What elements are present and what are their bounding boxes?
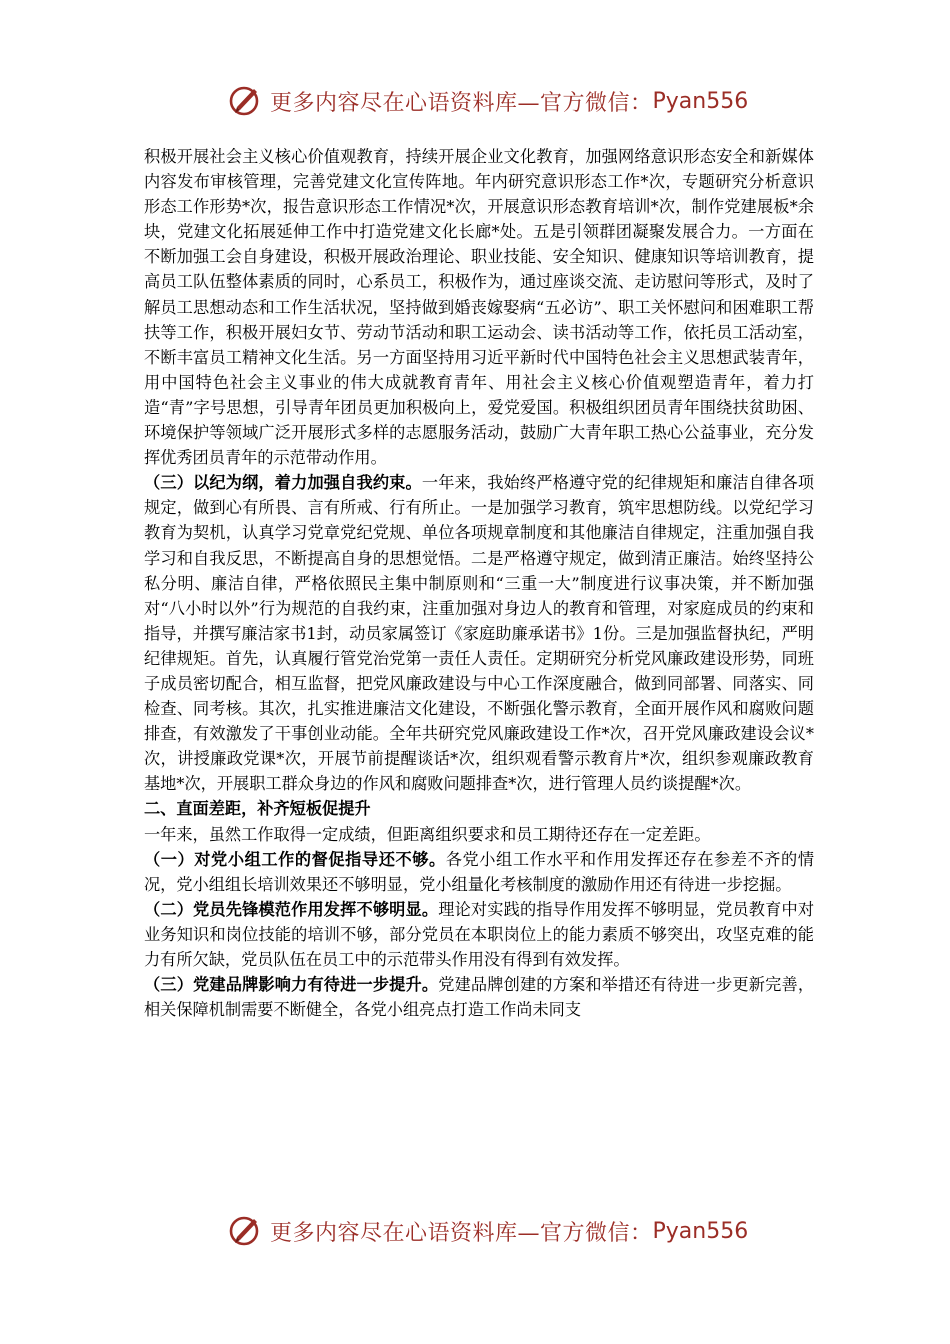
banner-wechat-id: Pyan556	[652, 1218, 749, 1244]
paragraph-text: 各党小组工作水平和作用发挥还存在参差不齐的情况，党小组组长培训效果还不够明显，党小组量化考核制度的激励作用还有待进一步挖掘。	[144, 849, 815, 894]
paragraph	[144, 972, 814, 1022]
banner-wechat-id: Pyan556	[652, 88, 749, 114]
paragraph	[144, 144, 814, 470]
paragraph	[144, 822, 814, 847]
banner-text: 更多内容尽在心语资料库—官方微信：	[270, 1220, 653, 1246]
section-heading	[144, 796, 814, 821]
banner-text: 更多内容尽在心语资料库—官方微信：	[270, 90, 653, 116]
header-banner	[228, 80, 748, 122]
paragraph-text: 一年来，虽然工作取得一定成绩，但距离组织要求和员工期待还存在一定差距。	[144, 824, 711, 844]
paragraph-lead: （一）对党小组工作的督促指导还不够。	[144, 849, 446, 869]
paragraph	[144, 897, 814, 972]
paragraph-lead: （三）党建品牌影响力有待进一步提升。	[144, 975, 439, 995]
paragraph-text: 理论对实践的指导作用发挥不够明显，党员教育中对业务知识和岗位技能的培训不够，部分党员在本职岗位上的能力素质不够突出，攻坚克难的能力有所欠缺，党员队伍在员工中的示范带头作用没有得到有效发挥。	[144, 899, 815, 969]
paragraph	[144, 470, 814, 796]
paragraph-text: 党建品牌创建的方案和举措还有待进一步更新完善，相关保障机制需要不断健全，各党小组亮点打造工作尚未同支	[144, 975, 815, 1020]
paragraph-lead: （三）以纪为纲，着力加强自我约束。	[144, 473, 422, 493]
paragraph-lead: 二、直面差距，补齐短板促提升	[144, 799, 371, 819]
pen-logo-icon	[228, 1213, 264, 1249]
footer-banner	[228, 1210, 748, 1252]
document-body	[144, 144, 814, 1022]
paragraph-text: 积极开展社会主义核心价值观教育，持续开展企业文化教育，加强网络意识形态安全和新媒体内容发布审核管理，完善党建文化宣传阵地。年内研究意识形态工作*次，专题研究分析意识形态工作形势*次，报告意识形态工作情况*次，开展意识形态教育培训*次，制作党建展板*余块，党建文化拓展延伸工作中打造党建文化长廊*处。五是引领群团凝聚发展合力。一方面在不断加强工会自身建设，积极开展政治理论、职业技能、安全知识、健康知识等培训教育，提高员工队伍整体素质的同时，心系员工，积极作为，通过座谈交流、走访慰问等形式，及时了解员工思想动态和工作生活状况，坚持做到婚丧嫁娶病“五必访”、职工关怀慰问和困难职工帮扶等工作，积极开展妇女节、劳动节活动和职工运动会、读书活动等工作，依托员工活动室，不断丰富员工精神文化生活。另一方面坚持用习近平新时代中国特色社会主义思想武装青年，用中国特色社会主义事业的伟大成就教育青年、用社会主义核心价值观塑造青年，着力打造“青”字号思想，引导青年团员更加积极向上，爱党爱国。积极组织团员青年围绕扶贫助困、环境保护等领域广泛开展形式多样的志愿服务活动，鼓励广大青年职工热心公益事业，充分发挥优秀团员青年的示范带动作用。	[144, 147, 814, 468]
paragraph-text: 一年来，我始终严格遵守党的纪律规矩和廉洁自律各项规定，做到心有所畏、言有所戒、行有所止。一是加强学习教育，筑牢思想防线。以党纪学习教育为契机，认真学习党章党纪党规、单位各项规章制度和其他廉洁自律规定，注重加强自我学习和自我反思，不断提高自身的思想觉悟。二是严格遵守规定，做到清正廉洁。始终坚持公私分明、廉洁自律，严格依照民主集中制原则和“三重一大”制度进行议事决策，并不断加强对“八小时以外”行为规范的自我约束，注重加强对身边人的教育和管理，对家庭成员的约束和指导，并撰写廉洁家书1封，动员家属签订《家庭助廉承诺书》1份。三是加强监督执纪，严明纪律规矩。首先，认真履行管党治党第一责任人责任。定期研究分析党风廉政建设形势，同班子成员密切配合，相互监督，把党风廉政建设与中心工作深度融合，做到同部署、同落实、同检查、同考核。其次，扎实推进廉洁文化建设，不断强化警示教育，全面开展作风和腐败问题排查，有效激发了干事创业动能。全年共研究党风廉政建设工作*次，召开党风廉政建设会议*次，讲授廉政党课*次，开展节前提醒谈话*次，组织观看警示教育片*次，组织参观廉政教育基地*次，开展职工群众身边的作风和腐败问题排查*次，进行管理人员约谈提醒*次。	[144, 473, 815, 794]
paragraph-lead: （二）党员先锋模范作用发挥不够明显。	[144, 899, 439, 919]
pen-logo-icon	[228, 83, 264, 119]
paragraph	[144, 847, 814, 897]
